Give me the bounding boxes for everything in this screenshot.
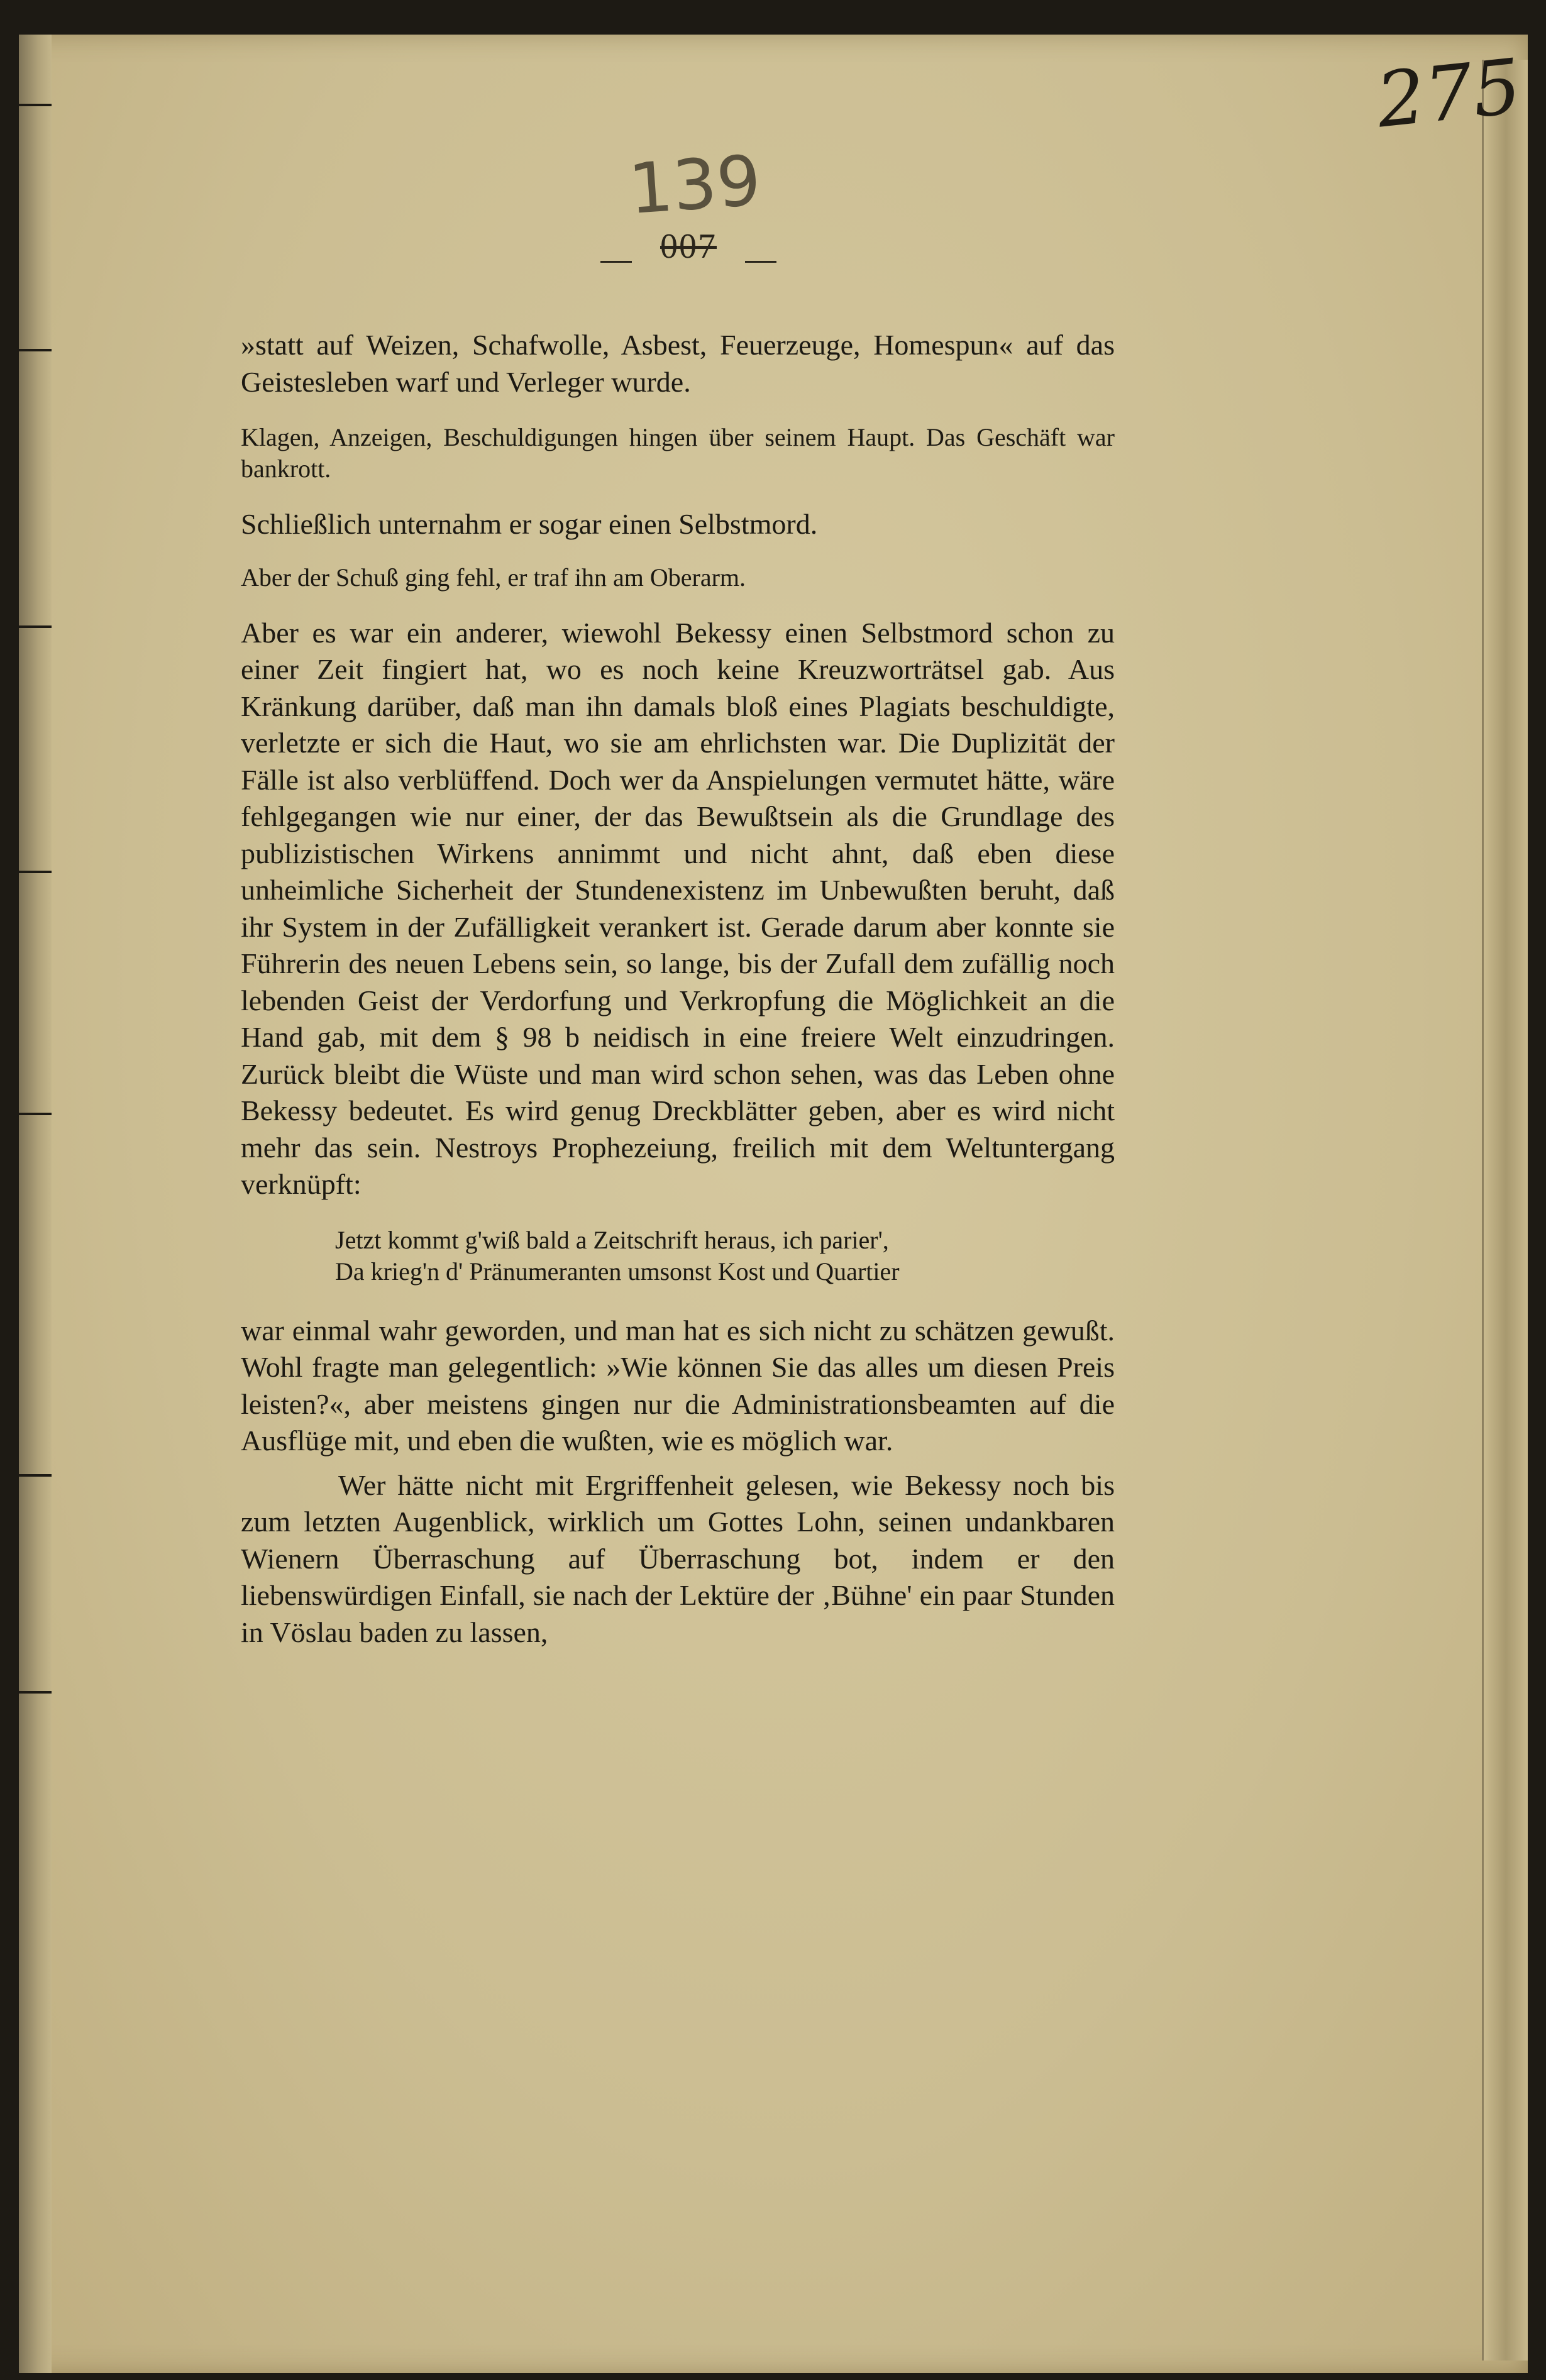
paragraph-1: »statt auf Weizen, Schafwolle, Asbest, Feuerzeuge, Homespun« auf das Geistesleben warf und Verleger wurde. [241, 329, 1115, 398]
verse-line-2: Da krieg'n d' Pränumeranten umsonst Kost und Quartier [335, 1257, 900, 1286]
verse-line-1: Jetzt kommt g'wiß bald a Zeitschrift heraus, ich parier', [335, 1225, 889, 1254]
binding-mark [19, 349, 52, 351]
paragraph-5: Aber es war ein anderer, wiewohl Bekessy einen Selbstmord schon zu einer Zeit fingiert hat, wo es noch keine Kreuzworträtsel gab. Aus Kränkung darüber, daß man ihn damals bloß eines Plagiats beschuldigte, verletzte er sich die Haut, wo sie am ehrlichsten war. Die Duplizität der Fälle ist also verblüffend. Doch wer da Anspielungen vermutet hätte, wäre fehlgegangen wie nur einer, der das Bewußtsein als die Grundlage des publizistischen Wirkens annimmt und nicht ahnt, daß eben diese unheimliche Sicherheit der Stundenexistenz im Unbewußten beruht, daß ihr System in der Zufälligkeit verankert ist. Gerade darum aber konnte sie Führerin des neuen Lebens sein, so lange, bis der Zufall dem zufällig noch lebenden Geist der Verdorfung und Verkropfung die Möglichkeit an die Hand gab, mit dem § 98 b neidisch in eine freiere Welt einzudringen. Zurück bleibt die Wüste und man wird schon sehen, was das Leben ohne Bekessy bedeutet. Es wird genug Dreckblätter geben, aber es wird nicht mehr das sein. Nestroys Prophezeiung, freilich mit dem Weltuntergang verknüpft: [241, 616, 1115, 1200]
folio-dash-left [600, 261, 632, 263]
binding-mark [19, 625, 52, 628]
binding-mark [19, 1691, 52, 1694]
binding-mark [19, 871, 52, 873]
text-column [241, 327, 1115, 1651]
page-binding [19, 35, 52, 2373]
pencil-number: 139 [626, 140, 764, 230]
paragraph-4: Aber der Schuß ging fehl, er traf ihn am Oberarm. [241, 563, 746, 592]
binding-mark [19, 1474, 52, 1477]
paragraph-6: war einmal wahr geworden, und man hat es sich nicht zu schätzen gewußt. Wohl fragte man gelegentlich: »Wie können Sie das alles um diesen Preis leisten?«, aber meistens gingen nur die Administrationsbeamten auf die Ausflüge mit, und eben die wußten, wie es möglich war. [241, 1314, 1115, 1457]
folio-dash-right [745, 261, 776, 263]
binding-mark [19, 1113, 52, 1115]
paragraph-3: Schließlich unternahm er sogar einen Selbstmord. [241, 508, 818, 540]
verse-quote [335, 1225, 1115, 1287]
binding-mark [19, 104, 52, 106]
paragraph-7: Wer hätte nicht mit Ergriffenheit gelesen, wie Bekessy noch bis zum letzten Augenblick, wirklich um Gottes Lohn, seinen undankbaren Wienern Überraschung auf Überraschung bot, indem er den liebenswürdigen Einfall, sie nach der Lektüre der ‚Bühne' ein paar Stunden in Vöslau baden zu lassen, [241, 1468, 1115, 1648]
handwritten-folio: 275 [1372, 43, 1525, 145]
printed-folio: 007 [660, 227, 717, 266]
paragraph-2: Klagen, Anzeigen, Beschuldigungen hingen über seinem Haupt. Das Geschäft war bankrott. [241, 423, 1115, 483]
page-edge [1482, 60, 1528, 2361]
